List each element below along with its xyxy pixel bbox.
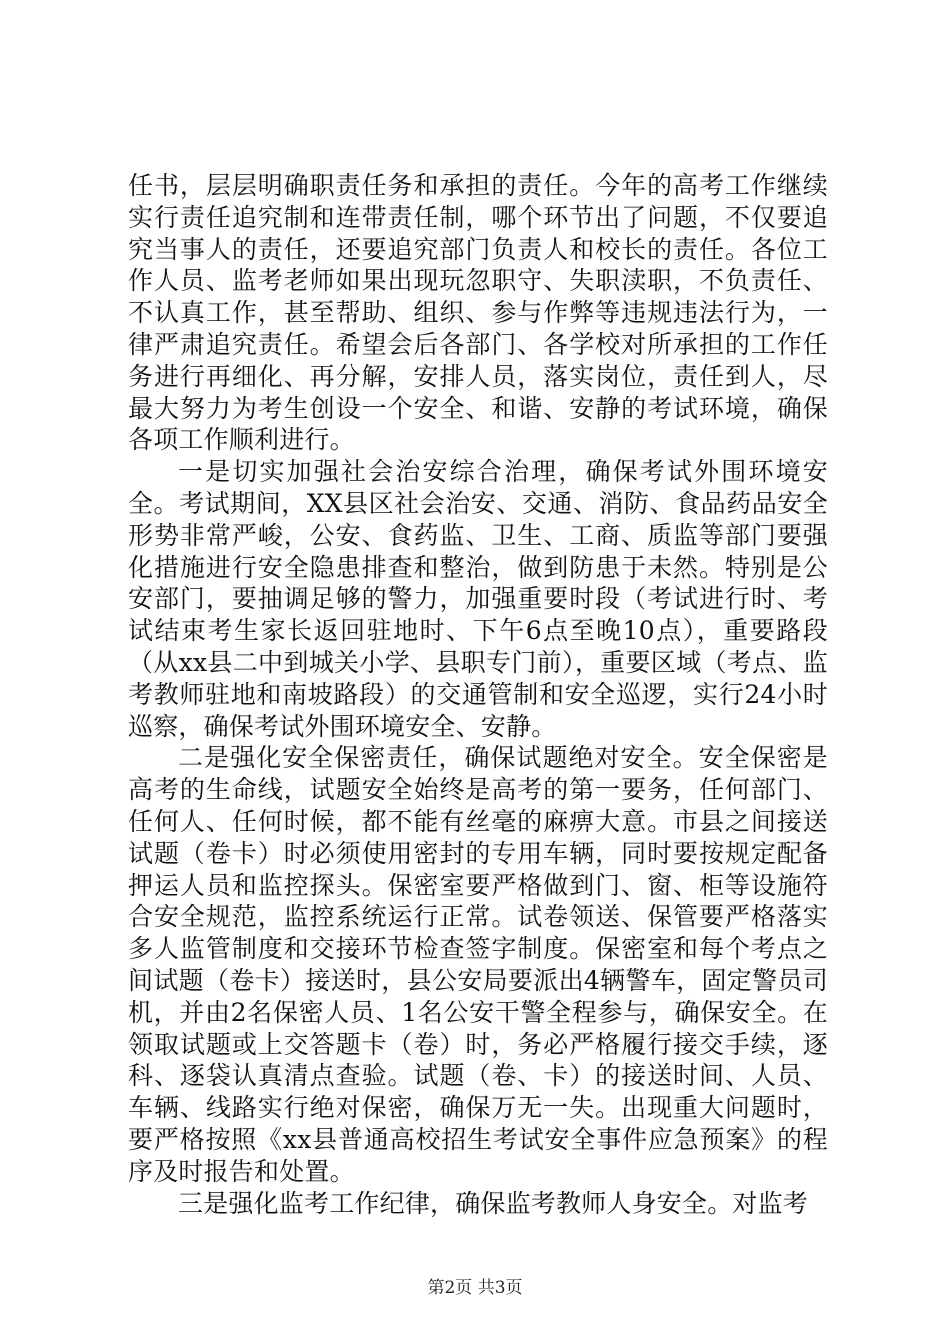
paragraph-confidentiality: 二是强化安全保密责任，确保试题绝对安全。安全保密是高考的生命线，试题安全始终是高考的第一要务，任何部门、任何人、任何时候，都不能有丝毫的麻痹大意。市县之间接送试题（卷卡）时必须使用密封的专用车辆，同时要按规定配备押运人员和监控探头。保密室要严格做到门、窗、柜等设施符合安全规范，监控系统运行正常。试卷领送、保管要严格落实多人监管制度和交接环节检查签字制度。保密室和每个考点之间试题（卷卡）接送时，县公安局要派出4辆警车，固定警员司机，并由2名保密人员、1名公安干警全程参与，确保安全。在领取试题或上交答题卡（卷）时，务必严格履行接交手续，逐科、逐袋认真清点查验。试题（卷、卡）的接送时间、人员、车辆、线路实行绝对保密，确保万无一失。出现重大问题时，要严格按照《xx县普通高校招生考试安全事件应急预案》的程序及时报告和处置。	[128, 743, 828, 1186]
paragraph-invigilation: 三是强化监考工作纪律，确保监考教师人身安全。对监考	[178, 1188, 809, 1218]
document-body	[128, 170, 828, 1219]
paragraph-continuation: 任书，层层明确职责任务和承担的责任。今年的高考工作继续实行责任追究制和连带责任制，哪个环节出了问题，不仅要追究当事人的责任，还要追究部门负责人和校长的责任。各位工作人员、监考老师如果出现玩忽职守、失职渎职，不负责任、不认真工作，甚至帮助、组织、参与作弊等违规违法行为，一律严肃追究责任。希望会后各部门、各学校对所承担的工作任务进行再细化、再分解，安排人员，落实岗位，责任到人，尽最大努力为考生创设一个安全、和谐、安静的考试环境，确保各项工作顺利进行。	[128, 171, 828, 455]
paragraph-public-security: 一是切实加强社会治安综合治理，确保考试外围环境安全。考试期间，XX县区社会治安、交通、消防、食品药品安全形势非常严峻，公安、食药监、卫生、工商、质监等部门要强化措施进行安全隐患排查和整治，做到防患于未然。特别是公安部门，要抽调足够的警力，加强重要时段（考试进行时、考试结束考生家长返回驻地时、下午6点至晚10点），重要路段（从xx县二中到城关小学、县职专门前），重要区域（考点、监考教师驻地和南坡路段）的交通管制和安全巡逻，实行24小时巡察，确保考试外围环境安全、安静。	[128, 457, 828, 741]
page-number-footer: 第2页 共3页	[427, 1278, 523, 1298]
